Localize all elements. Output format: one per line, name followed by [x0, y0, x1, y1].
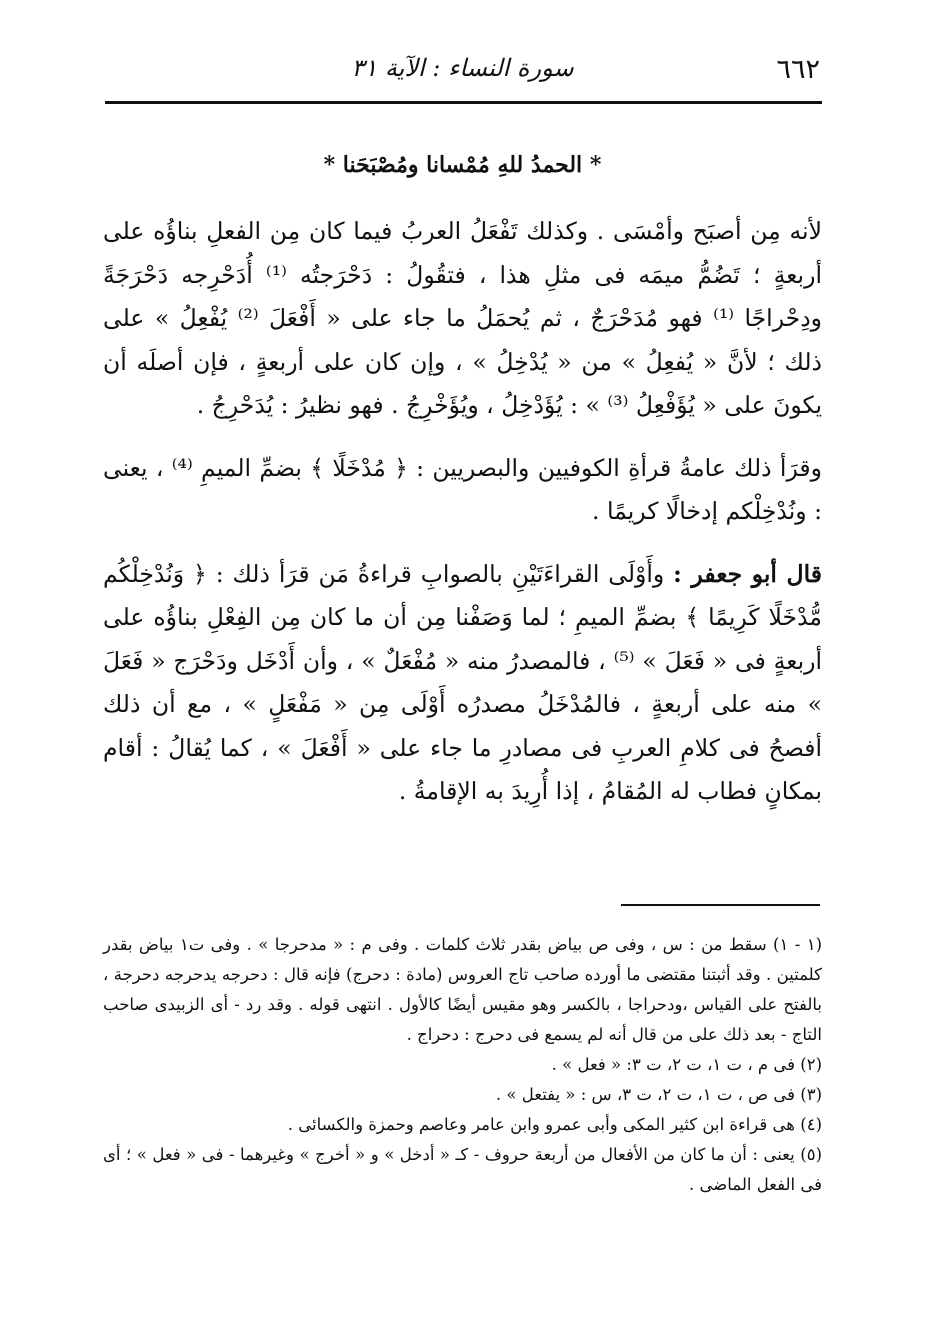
saying-heading: * الحمدُ للهِ مُمْسانا ومُصْبَحَنا *: [323, 152, 602, 178]
paragraph-text: وقرَأ ذلك عامةُ قرأةِ الكوفيين والبصريين : ﴿ مُدْخَلًا ﴾ بضمِّ الميمِ ⁽⁴⁾ ، يعنى : ونُدْخِلْكم إدخالًا كريمًا .: [103, 453, 822, 525]
paragraph: [103, 447, 822, 534]
running-head: سورة النساء : الآية ٣١: [351, 54, 574, 82]
paragraph-text: وأَوْلَى القراءَتَيْنِ بالصوابِ قراءةُ مَن قرَأ ذلك : ﴿ وَنُدْخِلْكُم مُّدْخَلًا كَرِيمًا ﴾ بضمِّ الميمِ ؛ لما وَصَفْنا مِن أن ما كان مِن الفِعْلِ بناؤُه على أربعةٍ فى « فَعَلَ » ⁽⁵⁾ ، فالمصدرُ منه « مُفْعَلٌ » ، وأن أَدْخَل ودَحْرَج « فَعَلَ » منه على أربعةٍ ، فالمُدْخَلُ مصدرُه أَوْلَى مِن « مَفْعَلٍ » ، مع أن ذلك أفصحُ فى كلامِ العربِ فى مصادرِ ما جاء على « أَفْعَلَ » ، كما يُقالُ : أقام بمكانٍ فطاب له المُقامُ ، إذا أُرِيدَ به الإقامةُ .: [103, 559, 822, 805]
paragraph-lead: قال أبو جعفر :: [673, 559, 822, 588]
body-text: [103, 210, 822, 814]
footnote: (٥) يعنى : أن ما كان من الأفعال من أربعة حروف - كـ « أدخل » و « أخرج » وغيرهما - فى « فعل » ؛ أى فى الفعل الماضى .: [103, 1145, 822, 1194]
footnote: (١ - ١) سقط من : س ، وفى ص بياض بقدر ثلاث كلمات . وفى م : « مدحرجا » . وفى ت١ بياض بقدر كلمتين . وقد أثبتنا مقتضى ما أورده صاحب تاج العروس (مادة : دحرج) فإنه قال : دحرجه يدحرجه دحرجة ، بالفتح على القياس ،ودحراجا ، بالكسر وهو مقيس أيضًا كالأول . انتهى قوله . وقد رد - أى الزبيدى صاحب التاج - بعد ذلك على من قال أنه لم يسمع فى دحرج : دحراج .: [103, 935, 822, 1044]
header-rule: [105, 101, 822, 104]
footnote: (٣) فى ص ، ت ١، ت ٢، ت ٣، س : « يفتعل » .: [495, 1085, 822, 1104]
paragraph: [103, 210, 822, 428]
paragraph-text: لأنه مِن أصبَح وأمْسَى . وكذلك تَفْعَلُ العربُ فيما كان مِن الفعلِ بناؤُه على أربعةٍ ؛ تَضُمُّ ميمَه فى مثلِ هذا ، فتقُولُ : دَحْرَجتُه ⁽¹⁾ أُدَحْرِجه دَحْرَجَةً ودِحْراجًا ⁽¹⁾ فهو مُدَحْرَجٌ ، ثم يُحمَلُ ما جاء على « أَفْعَلَ ⁽²⁾ يُفْعِلُ » على ذلك ؛ لأنَّ « يُفعِلُ » من « يُدْخِلُ » ، وإن كان على أربعةٍ ، فإن أصلَه أن يكونَ على « يُؤَفْعِلُ ⁽³⁾ » : يُؤَدْخِلُ ، ويُؤَخْرِجُ . فهو نظيرُ : يُدَحْرِجُ .: [103, 217, 823, 419]
paragraph: [103, 553, 822, 814]
footnote-rule: [621, 904, 820, 906]
footnote: (٤) هى قراءة ابن كثير المكى وأبى عمرو وابن عامر وعاصم وحمزة والكسائى .: [287, 1115, 822, 1134]
page-header: [105, 54, 820, 94]
page-number: ٦٦٢: [776, 54, 820, 85]
footnote: (٢) فى م ، ت ١، ت ٢، ت ٣: « فعل » .: [551, 1055, 822, 1074]
footnotes: [103, 930, 822, 1200]
